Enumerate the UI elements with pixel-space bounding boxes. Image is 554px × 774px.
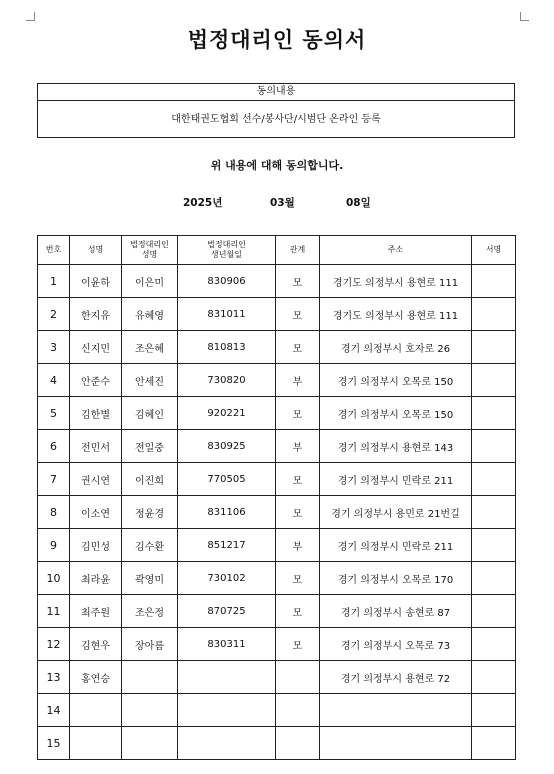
cell-guardian-name <box>122 694 178 727</box>
cell-number-text: 9 <box>50 538 57 552</box>
cell-number-text: 8 <box>50 505 57 519</box>
cell-name <box>70 331 122 364</box>
header-guardian-name <box>122 236 178 265</box>
cell-guardian-birth-text: 810813 <box>207 341 246 353</box>
cell-number <box>38 727 70 760</box>
cell-name-text: 안준수 <box>81 376 110 388</box>
cell-guardian-birth <box>178 694 276 727</box>
cell-relation-text: 부 <box>292 541 303 553</box>
cell-name-text: 홍연승 <box>81 673 110 685</box>
table-row <box>38 661 516 694</box>
cell-guardian-birth <box>178 265 276 298</box>
cell-guardian-birth <box>178 298 276 331</box>
cell-guardian-birth-text: 730102 <box>207 572 246 584</box>
cell-name-text: 최주원 <box>81 607 110 619</box>
cell-relation <box>276 529 320 562</box>
cell-address <box>320 430 472 463</box>
cell-guardian-birth <box>178 529 276 562</box>
cell-relation <box>276 562 320 595</box>
cell-number <box>38 364 70 397</box>
header-number: 번호 <box>38 236 70 265</box>
header-label-line2: 생년월일 <box>211 250 242 259</box>
cell-guardian-name-text: 곽영미 <box>135 574 164 586</box>
cell-relation-text: 모 <box>292 475 303 487</box>
cell-guardian-birth-text: 830906 <box>207 275 246 287</box>
cell-guardian-name-text: 정윤경 <box>135 508 164 520</box>
cell-name <box>70 496 122 529</box>
cell-guardian-name-text: 조은정 <box>135 607 164 619</box>
table-row <box>38 463 516 496</box>
cell-signature[interactable] <box>472 364 516 397</box>
consent-box <box>37 83 515 138</box>
cell-name <box>70 265 122 298</box>
cell-relation <box>276 430 320 463</box>
cell-name <box>70 595 122 628</box>
cell-name-text: 김현우 <box>81 640 110 652</box>
cell-address-text: 경기 의정부시 민락로 211 <box>337 541 454 553</box>
cell-signature[interactable] <box>472 628 516 661</box>
cell-number <box>38 463 70 496</box>
cell-address-text: 경기 의정부시 용현로 72 <box>340 673 451 685</box>
cell-signature[interactable] <box>472 727 516 760</box>
cell-address <box>320 529 472 562</box>
header-address: 주소 <box>320 236 472 265</box>
cell-number <box>38 430 70 463</box>
header-guardian-birth <box>178 236 276 265</box>
cell-guardian-name-text: 김혜인 <box>135 409 164 421</box>
cell-name <box>70 397 122 430</box>
cell-number <box>38 397 70 430</box>
cell-relation <box>276 331 320 364</box>
cell-number <box>38 595 70 628</box>
cell-guardian-birth <box>178 595 276 628</box>
cell-signature[interactable] <box>472 595 516 628</box>
cell-number-text: 6 <box>50 439 57 453</box>
cell-guardian-birth-text: 831106 <box>207 506 246 518</box>
table-row <box>38 298 516 331</box>
cell-guardian-birth-text: 920221 <box>207 407 246 419</box>
table-row <box>38 265 516 298</box>
cell-address <box>320 331 472 364</box>
cell-guardian-name <box>122 331 178 364</box>
cell-address-text: 경기 의정부시 오목로 73 <box>340 640 451 652</box>
table-row <box>38 694 516 727</box>
page-corner-mark-right <box>520 12 529 21</box>
cell-address-text: 경기 의정부시 오목로 170 <box>337 574 454 586</box>
cell-guardian-name <box>122 463 178 496</box>
cell-guardian-birth-text: 831011 <box>207 308 246 320</box>
cell-signature[interactable] <box>472 463 516 496</box>
header-label-line1: 법정대리인 <box>207 240 246 249</box>
cell-relation-text: 모 <box>292 277 303 289</box>
cell-address <box>320 397 472 430</box>
cell-relation <box>276 298 320 331</box>
cell-guardian-birth <box>178 397 276 430</box>
cell-address <box>320 463 472 496</box>
cell-name <box>70 298 122 331</box>
cell-name-text: 전민서 <box>81 442 110 454</box>
cell-guardian-birth <box>178 331 276 364</box>
cell-relation <box>276 694 320 727</box>
cell-address <box>320 496 472 529</box>
cell-guardian-birth-text: 870725 <box>207 605 246 617</box>
cell-relation-text: 모 <box>292 574 303 586</box>
cell-signature[interactable] <box>472 661 516 694</box>
cell-signature[interactable] <box>472 562 516 595</box>
cell-number <box>38 265 70 298</box>
cell-relation <box>276 595 320 628</box>
table-body <box>38 265 516 760</box>
cell-relation-text: 부 <box>292 376 303 388</box>
cell-guardian-name <box>122 661 178 694</box>
cell-signature[interactable] <box>472 298 516 331</box>
cell-name-text: 최라윤 <box>81 574 110 586</box>
cell-relation-text: 부 <box>292 442 303 454</box>
table-row <box>38 430 516 463</box>
cell-guardian-birth <box>178 661 276 694</box>
cell-guardian-name-text: 김수환 <box>135 541 164 553</box>
cell-name-text: 김한별 <box>81 409 110 421</box>
cell-address <box>320 661 472 694</box>
consent-body: 대한태권도협회 선수/봉사단/시범단 온라인 등록 <box>171 114 381 125</box>
header-label-line1: 법정대리인 <box>130 240 169 249</box>
cell-signature[interactable] <box>472 694 516 727</box>
cell-address <box>320 628 472 661</box>
cell-name <box>70 694 122 727</box>
cell-guardian-name <box>122 727 178 760</box>
cell-guardian-birth-text: 851217 <box>207 539 246 551</box>
cell-address-text: 경기 의정부시 호자로 26 <box>340 343 451 355</box>
cell-number-text: 7 <box>50 472 57 486</box>
cell-address-text: 경기도 의정부시 용현로 111 <box>332 310 459 322</box>
cell-relation-text: 모 <box>292 409 303 421</box>
cell-number-text: 14 <box>46 703 61 717</box>
cell-guardian-birth-text: 830311 <box>207 638 246 650</box>
table-header-row <box>38 236 516 265</box>
cell-name-text: 이윤하 <box>81 277 110 289</box>
table-row <box>38 529 516 562</box>
cell-relation-text: 모 <box>292 343 303 355</box>
cell-relation <box>276 364 320 397</box>
date-year: 2025년 <box>183 197 223 209</box>
cell-name <box>70 529 122 562</box>
cell-guardian-birth-text: 730820 <box>207 374 246 386</box>
cell-address <box>320 298 472 331</box>
cell-guardian-name <box>122 562 178 595</box>
cell-address <box>320 364 472 397</box>
cell-guardian-birth <box>178 430 276 463</box>
cell-relation-text: 모 <box>292 508 303 520</box>
cell-number <box>38 562 70 595</box>
date-month: 03월 <box>270 197 295 209</box>
cell-relation <box>276 628 320 661</box>
cell-address <box>320 595 472 628</box>
cell-relation-text: 모 <box>292 640 303 652</box>
cell-guardian-name-text: 유혜영 <box>135 310 164 322</box>
cell-relation <box>276 397 320 430</box>
cell-number-text: 10 <box>46 571 61 585</box>
header-signature: 서명 <box>472 236 516 265</box>
table-row <box>38 595 516 628</box>
cell-number-text: 15 <box>46 736 61 750</box>
cell-guardian-birth <box>178 364 276 397</box>
cell-number-text: 11 <box>46 604 61 618</box>
cell-number-text: 12 <box>46 637 61 651</box>
page-corner-mark-left <box>26 12 35 21</box>
cell-number <box>38 694 70 727</box>
cell-guardian-name-text: 이은미 <box>135 277 164 289</box>
cell-signature[interactable] <box>472 397 516 430</box>
document-title: 법정대리인 동의서 <box>187 28 367 52</box>
cell-signature[interactable] <box>472 265 516 298</box>
cell-relation <box>276 496 320 529</box>
header-label-line2: 성명 <box>141 250 158 259</box>
cell-guardian-birth <box>178 463 276 496</box>
table-row <box>38 364 516 397</box>
cell-guardian-name-text: 이진희 <box>135 475 164 487</box>
consent-header: 동의내용 <box>38 84 514 101</box>
cell-address-text: 경기 의정부시 오목로 150 <box>337 376 454 388</box>
cell-guardian-name <box>122 628 178 661</box>
cell-address <box>320 694 472 727</box>
cell-address-text: 경기 의정부시 용현로 143 <box>337 442 454 454</box>
cell-address-text: 경기 의정부시 민락로 211 <box>337 475 454 487</box>
cell-relation <box>276 727 320 760</box>
cell-number-text: 5 <box>50 406 57 420</box>
cell-signature[interactable] <box>472 331 516 364</box>
cell-address-text: 경기 의정부시 오목로 150 <box>337 409 454 421</box>
cell-address <box>320 727 472 760</box>
cell-name-text: 신지민 <box>81 343 110 355</box>
cell-guardian-name-text: 안세진 <box>135 376 164 388</box>
cell-number <box>38 298 70 331</box>
header-name: 성명 <box>70 236 122 265</box>
table-row <box>38 562 516 595</box>
cell-number-text: 4 <box>50 373 57 387</box>
cell-address-text: 경기 의정부시 용민로 21번길 <box>331 508 460 520</box>
guardian-table <box>37 235 516 760</box>
cell-guardian-name-text: 장아름 <box>135 640 164 652</box>
cell-relation-text: 모 <box>292 607 303 619</box>
table-row <box>38 727 516 760</box>
cell-guardian-birth <box>178 628 276 661</box>
cell-number <box>38 529 70 562</box>
cell-name-text: 권시연 <box>81 475 110 487</box>
cell-address <box>320 265 472 298</box>
cell-relation-text: 모 <box>292 310 303 322</box>
cell-name <box>70 727 122 760</box>
date-day: 08일 <box>346 197 371 209</box>
header-relation: 관계 <box>276 236 320 265</box>
cell-guardian-name <box>122 298 178 331</box>
cell-guardian-name <box>122 595 178 628</box>
cell-guardian-birth-text: 830925 <box>207 440 246 452</box>
cell-name-text: 이소연 <box>81 508 110 520</box>
cell-number-text: 13 <box>46 670 61 684</box>
cell-number-text: 1 <box>50 274 57 288</box>
table-row <box>38 496 516 529</box>
cell-name <box>70 463 122 496</box>
cell-guardian-birth-text: 770505 <box>207 473 246 485</box>
cell-name <box>70 562 122 595</box>
cell-number <box>38 628 70 661</box>
cell-signature[interactable] <box>472 430 516 463</box>
cell-guardian-birth <box>178 562 276 595</box>
table-row <box>38 397 516 430</box>
table-row <box>38 331 516 364</box>
cell-name-text: 김민성 <box>81 541 110 553</box>
cell-name <box>70 661 122 694</box>
cell-number <box>38 331 70 364</box>
cell-name <box>70 430 122 463</box>
cell-number-text: 2 <box>50 307 57 321</box>
cell-relation <box>276 661 320 694</box>
cell-name <box>70 364 122 397</box>
agree-statement: 위 내용에 대해 동의합니다. <box>210 159 344 172</box>
cell-number <box>38 496 70 529</box>
cell-guardian-name <box>122 430 178 463</box>
cell-signature[interactable] <box>472 529 516 562</box>
cell-relation <box>276 463 320 496</box>
cell-number <box>38 661 70 694</box>
cell-number-text: 3 <box>50 340 57 354</box>
cell-guardian-name <box>122 364 178 397</box>
cell-guardian-name <box>122 496 178 529</box>
table-row <box>38 628 516 661</box>
cell-relation <box>276 265 320 298</box>
cell-signature[interactable] <box>472 496 516 529</box>
cell-address-text: 경기 의정부시 송현로 87 <box>340 607 451 619</box>
cell-guardian-name <box>122 265 178 298</box>
cell-guardian-birth <box>178 727 276 760</box>
cell-name-text: 한지유 <box>81 310 110 322</box>
cell-name <box>70 628 122 661</box>
cell-address <box>320 562 472 595</box>
cell-guardian-name-text: 조은혜 <box>135 343 164 355</box>
cell-address-text: 경기도 의정부시 용현로 111 <box>332 277 459 289</box>
cell-guardian-birth <box>178 496 276 529</box>
cell-guardian-name-text: 전일중 <box>135 442 164 454</box>
cell-guardian-name <box>122 529 178 562</box>
cell-guardian-name <box>122 397 178 430</box>
